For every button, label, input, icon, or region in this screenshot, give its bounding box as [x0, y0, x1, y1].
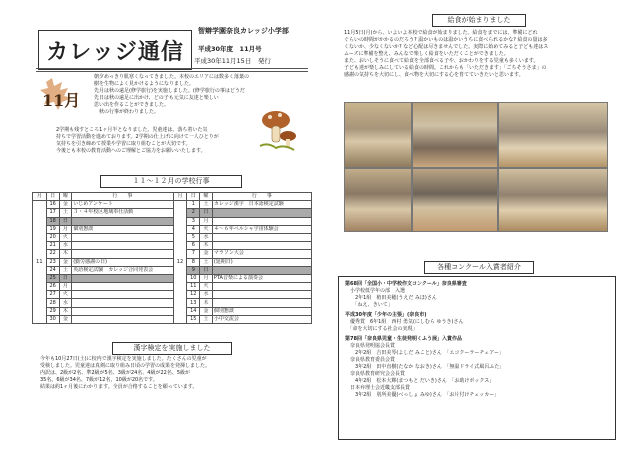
table-row: 26 月 11 火 [33, 283, 312, 291]
table-row: 22 木 7 金 マラソン大会 [33, 250, 312, 258]
lunch-photo [412, 102, 498, 168]
table-row: 11 16 金 いじめアンケート 12 1 土 カレッジ漢字 日本語検定試験 [33, 201, 312, 209]
school-name: 智辯学園奈良カレッジ小学部 [198, 27, 289, 35]
newsletter-title: カレッジ通信 [38, 30, 192, 70]
table-row: 17 土 ３・４年校区地域奉仕活動 2 日 [33, 209, 312, 217]
table-row: 18 日 3 月 [33, 217, 312, 225]
table-row: 20 火 5 水 [33, 233, 312, 241]
intro-text: 朝夕めっきり肌寒くなってきました。本校のエリアには数多く落葉の 樹を生物によく見かけるようになりました。 先月は秋の遠足(修学旅行)を実施しました。(修学旅行の事はどうだ 先日は秋の遠足に出かけ、どの子も元気に友達と楽しい 思い出を作ることができました。 秋の行事が終わりました。 [94, 74, 249, 115]
awards-heading: 各種コンクール入賞者紹介 [424, 261, 534, 274]
month-illustration [38, 76, 78, 114]
lunch-photo [498, 102, 608, 168]
month-label: 11月 [42, 91, 78, 110]
table-row: 21 水 6 木 [33, 242, 312, 250]
issue-date: 平成30年11月15日 発行 [194, 57, 271, 65]
table-row: 24 土 英語検定試験 カレッジ合同発表会 9 日 [33, 266, 312, 274]
kyushoku-text: 11月5日(月)から、いよいよ本校で給食が始まりました。給食をまでには、準備にどれ ぐらいの時間がかかるのだろう? 温かいものは温かいうちに食べられるかな? 給食の量は多 くないか、少なくないか? など心配は尽きませんでした。実際に始めてみると子ども達はス ムーズに準備を整え、みんなで楽しく給食をいただくことができました。 また、おいしそうに食べて給食を全部食べる子や、おかわりをする児童も多くいます。 子ども達が楽しみにしている給食の時間。これからも「いただきます」「ごちそうさま」の 感謝の気持ちを大切にし、食べ物を大切にする心を育てていきたいと思います。 [344, 30, 549, 78]
kanji-heading: 漢字検定を実施しました [112, 342, 232, 355]
table-row: 28 水 13 木 [33, 299, 312, 307]
table-row: 27 火 12 水 [33, 291, 312, 299]
lunch-photo [412, 168, 498, 232]
lunch-photo [344, 168, 412, 232]
kyushoku-heading: 給食が始まりました [432, 14, 526, 27]
table-row: 29 木 14 金 個別懇談 [33, 307, 312, 315]
mushroom-illustration [258, 106, 298, 154]
schedule-heading: １１～１２月の学校行事 [100, 175, 242, 188]
table-row: 23 金 (勤労感謝の日) 8 土 (延期日) [33, 258, 312, 266]
lunch-photo [344, 102, 412, 168]
table-row: 19 月 個別懇談 4 火 ４～６年ペルシャ宇宙体験会 [33, 225, 312, 233]
message-text: 2学期も残すところ1ヶ月半となりました。児童達は、落ち着いた気 持ちで学習活動を進めております。2学期の仕上げに向けて一人ひとりが 気持ちを引き締めて授業や学習に取り組むことが大切です。 今後とも本校の教育活動へのご理解とご協力をお願いいたします。 [56, 127, 219, 154]
issue-label: 平成30年度 11月号 [198, 45, 262, 53]
kanji-text: 今年も10月27日(土)に校内で漢字検定を実施しました。たくさんの児童が 受検しました。児童達は真剣に取り組み日頃の学習の成果を発揮しました。 内訳は、2級が2名、準2級が5名、3級が24名、4級が22名、5級が 35名、6級が34名、7級が12名、10級が20名です。 結果は約1ヶ月後にわかります。全員が合格することを願っています。 [40, 356, 211, 390]
schedule-table: 月 日 曜 行 事 月 日 曜 行 事 11 16 金 いじめアンケート 12 1 土 カレッジ漢字 日本語検定試験 17 土 ３・４年校区地域奉仕活動 2 日 18 日 3 月 19 月 個別懇談 4 火 ４～６年ペルシャ宇宙体験会 20 火 5 水 21 水 6 木 22 木 7 金 マラソン大会 23 金 (勤労感謝の日) 8 土 (延期日) 24 土 英語検定試験 カレッジ合同発表会 9 日 25 日 10 月 PTA音楽による演奏会 26 月 11 火 27 火 12 水 28 水 13 木 29 木 14 金 個別懇談 30 金 15 土 小中交流会 [32, 192, 312, 324]
table-row: 30 金 15 土 小中交流会 [33, 315, 312, 323]
lunch-photo [498, 168, 608, 232]
awards-box: 第68回「全国小・中学校作文コンクール」奈良県審査 小学校低学年の部 入選 2年1組 植田美穂(うえだ みほ)さん 「ねえ、きいて」 平成30年度「少年の主張」(奈良市) 優秀賞 6年1組 西村 勇気(にしむら ゆうき)さん 「命を大切にする社会の実現」 第78回「奈良県児童・生徒発明くふう展」入賞作品 奈良県発明協会長賞 2年2組 吉田美琴(よしだ みこと)さん 「エコクーラーチェアー」 奈良県教育委員会賞 3年2組 田中直樹(たなか なおき)さん 「無温ドライ式風呂ふた」 奈良県教育研究会会長賞 4年2組 松本大輝(まつもと だいき)さん 「お助けボックス」 日本弁理士会近畿支部長賞 3年2組 別所美優(べっしょ みゆ)さん 「お片付けチェッカー」 [338, 276, 616, 440]
table-row: 25 日 10 月 PTA音楽による演奏会 [33, 274, 312, 282]
